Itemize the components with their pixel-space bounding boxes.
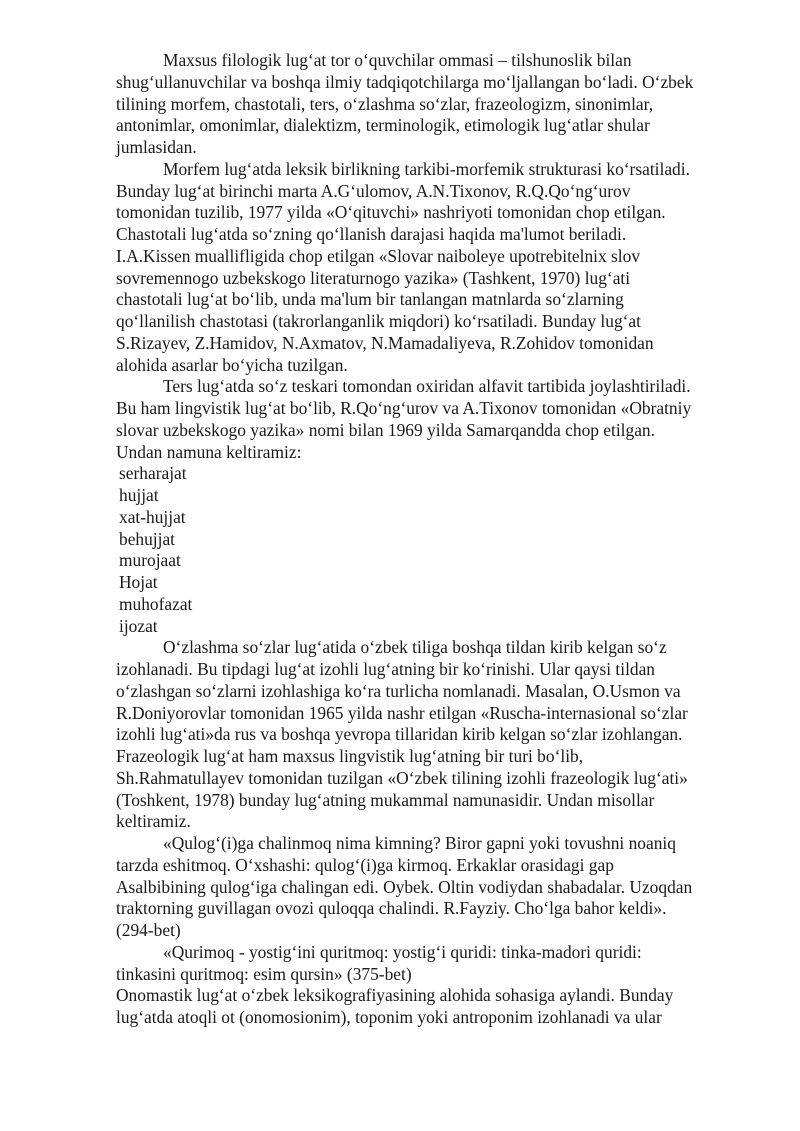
text-line: Maxsus filologik lug‘at tor o‘quvchilar ommasi – tilshunoslik bilan xyxy=(163,50,632,70)
text-line: antonimlar, omonimlar, dialektizm, terminologik, etimologik lug‘atlar shular xyxy=(116,115,650,136)
text-line: Undan namuna keltiramiz: xyxy=(116,441,302,462)
text-line: tinkasini quritmoq: esim qursin» (375-bet) xyxy=(116,963,412,984)
text-line: I.A.Kissen muallifligida chop etilgan «Slovar naiboleye upotrebitelnix slov xyxy=(116,245,641,266)
text-line: Asalbibining qulog‘iga chalingan edi. Oybek. Oltin vodiydan shabadalar. Uzoqdan xyxy=(116,876,693,897)
text-line: Morfem lug‘atda leksik birlikning tarkibi-morfemik strukturasi ko‘rsatiladi. xyxy=(163,158,690,179)
text-line: Ters lug‘atda so‘z teskari tomondan oxiridan alfavit tartibida joylashtiriladi. xyxy=(163,376,691,397)
paragraph-reverse-dictionary xyxy=(116,376,746,463)
list-item: muhofazat xyxy=(119,593,193,614)
list-item: hujjat xyxy=(119,485,159,505)
text-line: lug‘atda atoqli ot (onomosionim), toponim yoki antroponim izohlanadi va ular xyxy=(116,1007,662,1027)
text-line: traktorning guvillagan ovozi quloqqa chalindi. R.Fayziy. Cho‘lga bahor keldi». xyxy=(116,898,667,919)
list-item: xat-hujjat xyxy=(119,506,186,527)
text-line: o‘zlashgan so‘zlarni izohlashiga ko‘ra turlicha nomlanadi. Masalan, O.Usmon va xyxy=(116,680,681,701)
text-line: Bu ham lingvistik lug‘at bo‘lib, R.Qo‘ng‘urov va A.Tixonov tomonidan «Obratniy xyxy=(116,398,692,418)
text-line: alohida asarlar bo‘yicha tuzilgan. xyxy=(116,354,348,375)
text-line: Sh.Rahmatullayev tomonidan tuzilgan «O‘zbek tilining izohli frazeologik lug‘ati» xyxy=(116,767,688,788)
paragraph-onomastic-dictionary xyxy=(116,985,746,1029)
text-line: Onomastik lug‘at o‘zbek leksikografiyasining alohida sohasiga aylandi. Bunday xyxy=(116,985,674,1006)
text-line: jumlasidan. xyxy=(116,137,197,157)
paragraph-quote-qulog xyxy=(116,833,746,942)
text-line: shug‘ullanuvchilar va boshqa ilmiy tadqiqotchilarga mo‘ljallangan bo‘ladi. O‘zbek xyxy=(116,71,694,92)
text-line: Bunday lug‘at birinchi marta A.G‘ulomov, A.N.Tixonov, R.Q.Qo‘ng‘urov xyxy=(116,180,631,201)
text-line: O‘zlashma so‘zlar lug‘atida o‘zbek tiliga boshqa tildan kirib kelgan so‘z xyxy=(163,637,667,658)
text-line: tarzda eshitmoq. O‘xshashi: qulog‘(i)ga kirmoq. Erkaklar orasidagi gap xyxy=(116,854,614,875)
paragraph-quote-qurimoq xyxy=(116,942,746,986)
paragraph-special-dictionaries xyxy=(116,50,746,159)
text-line: tilining morfem, chastotali, ters, o‘zlashma so‘zlar, frazeologizm, sinonimlar, xyxy=(116,93,654,114)
paragraph-morpheme-dictionary xyxy=(116,159,746,377)
text-line: «Qurimoq - yostig‘ini quritmoq: yostig‘i quridi: tinka-madori quridi: xyxy=(163,941,642,962)
document-page xyxy=(116,50,746,1029)
text-line: tomonidan tuzilib, 1977 yilda «O‘qituvchi» nashriyoti tomonidan chop etilgan. xyxy=(116,202,666,223)
text-line: «Qulog‘(i)ga chalinmoq nima kimning? Biror gapni yoki tovushni noaniq xyxy=(163,833,676,853)
text-line: S.Rizayev, Z.Hamidov, N.Axmatov, N.Mamadaliyeva, R.Zohidov tomonidan xyxy=(116,332,654,353)
text-line: qo‘llanilish chastotasi (takrorlanganlik miqdori) ko‘rsatiladi. Bunday lug‘at xyxy=(116,311,641,331)
list-item: behujjat xyxy=(119,528,176,549)
text-line: slovar uzbekskogo yazika» nomi bilan 1969 yilda Samarqandda chop etilgan. xyxy=(116,419,655,440)
paragraph-loanword-dictionary xyxy=(116,637,746,833)
text-line: izohli lug‘ati»da rus va boshqa yevropa tillaridan kirib kelgan so‘zlar izohlangan. xyxy=(116,724,683,745)
text-line: Chastotali lug‘atda so‘zning qo‘llanish darajasi haqida ma'lumot beriladi. xyxy=(116,224,627,244)
text-line: R.Doniyorovlar tomonidan 1965 yilda nashr etilgan «Ruscha-internasional so‘zlar xyxy=(116,702,688,723)
text-line: (294-bet) xyxy=(116,920,181,940)
list-item: murojaat xyxy=(119,550,181,571)
text-line: izohlanadi. Bu tipdagi lug‘at izohli lug‘atning bir ko‘rinishi. Ular qaysi tildan xyxy=(116,659,656,679)
text-line: keltiramiz. xyxy=(116,811,191,832)
example-word-list xyxy=(116,463,746,637)
text-line: chastotali lug‘at bo‘lib, unda ma'lum bir tanlangan matnlarda so‘zlarning xyxy=(116,289,624,310)
list-item: Hojat xyxy=(119,572,158,592)
list-item: ijozat xyxy=(119,615,158,636)
text-line: sovremennogo uzbekskogo literaturnogo yazika» (Tashkent, 1970) lug‘ati xyxy=(116,267,631,288)
text-line: Frazeologik lug‘at ham maxsus lingvistik lug‘atning bir turi bo‘lib, xyxy=(116,746,584,766)
text-line: (Toshkent, 1978) bunday lug‘atning mukammal namunasidir. Undan misollar xyxy=(116,789,655,810)
list-item: serharajat xyxy=(119,463,187,484)
